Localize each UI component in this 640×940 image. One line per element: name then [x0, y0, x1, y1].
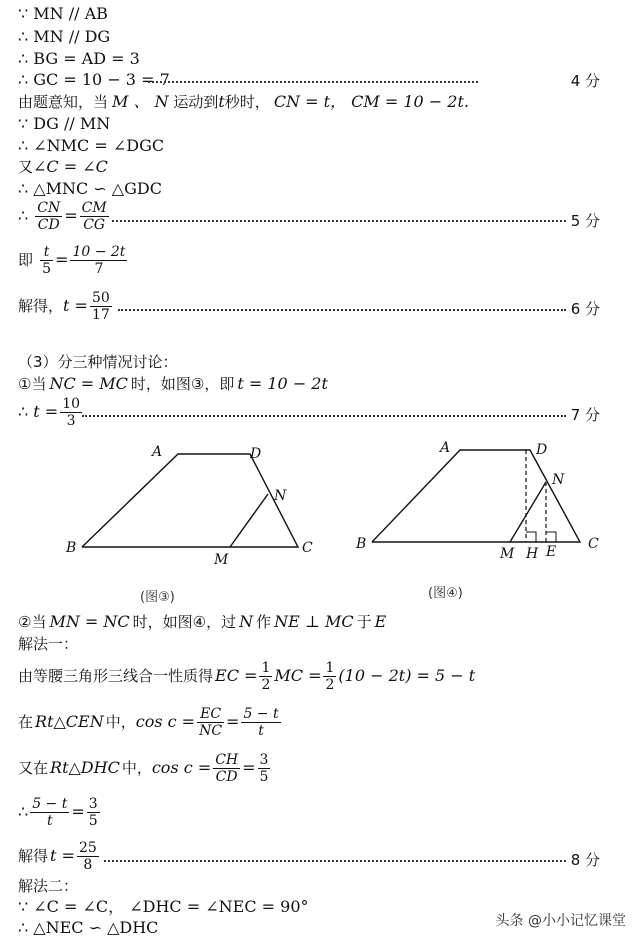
line-similar-mnc-gdc: ∴ △MNC ∽ △GDC [18, 179, 162, 198]
right-angle-e [546, 532, 556, 542]
label-c: C [302, 540, 313, 556]
fraction: $\frac{CM}{CG}$ [81, 200, 107, 233]
line-cos-cen: 在 Rt△CEN 中，cos c = $\frac{EC}{NC}$ = $\frac{5 - t}{t}$ [18, 706, 279, 739]
line-gc: ∴ GC = 10 − 3 = 7 [18, 70, 170, 89]
text-cn: 运动到 [168, 93, 219, 111]
line-t-10-3: ∴ t = $\frac{10}{3}$ [18, 396, 81, 429]
text-cn: 由题意知，当 [18, 93, 109, 111]
label-d: D [536, 442, 548, 458]
label-d: D [250, 446, 262, 462]
score-5: 5 分 [570, 212, 600, 230]
dotted-leader [82, 415, 566, 417]
method-1-heading: 解法一： [18, 635, 79, 653]
label-m: M [214, 552, 229, 568]
line-equation: ∴ $\frac{5 - t}{t}$ = $\frac{3}{5}$ [18, 796, 98, 829]
text-cn: 又 [18, 158, 34, 176]
score-6: 6 分 [570, 300, 600, 318]
label-n: N [274, 488, 287, 504]
line-bg-ad: ∴ BG = AD = 3 [18, 49, 140, 68]
expr-angle-c: ∠C = ∠C [33, 157, 108, 176]
line-mn-parallel-ab: ∵ MN // AB [18, 4, 108, 23]
line-ec-formula: 由等腰三角形三线合一性质得 EC = $\frac{1}{2}$ MC = $\frac{1}{2}$ (10 − 2t) = 5 − t [18, 660, 476, 693]
line-ratio-t5: 即 $\frac{t}{5}$ = $\frac{10 - 2t}{7}$ [18, 244, 126, 277]
line-angle-equal: ∵ ∠C = ∠C， ∠DHC = ∠NEC = 90° [18, 897, 309, 916]
var-mn: M 、 N [112, 92, 169, 111]
label-c: C [588, 536, 599, 552]
line-cos-dhc: 又在 Rt△DHC 中，cos c = $\frac{CH}{CD}$ = $\frac{3}{5}$ [18, 752, 269, 785]
line-similar-nec-dhc: ∴ △NEC ∽ △DHC [18, 918, 159, 937]
label-n: N [552, 472, 565, 488]
expr-cn-cm: CN = t， CM = 10 − 2t. [273, 92, 469, 111]
label-b: B [356, 536, 367, 552]
label-a: A [152, 444, 163, 460]
therefore-symbol: ∴ [18, 206, 29, 225]
fraction: $\frac{25}{8}$ [78, 840, 97, 873]
watermark: 头条 @小小记忆课堂 [495, 913, 626, 929]
label-h: H [526, 546, 539, 562]
line-solve-25-8: 解得 t = $\frac{25}{8}$ [18, 840, 97, 873]
section-heading-3: （3）分三种情况讨论： [18, 353, 178, 371]
segment-mn [510, 482, 546, 542]
dotted-leader [112, 220, 566, 222]
score-4: 4 分 [570, 72, 600, 90]
line-case-2: ②当 MN = NC 时，如图④，过 N 作 NE ⊥ MC 于 E [18, 612, 387, 631]
figure-4-caption: (图④) [428, 586, 463, 601]
figure-3-caption: (图③) [140, 590, 175, 605]
dotted-leader [148, 81, 478, 83]
score-7: 7 分 [570, 406, 600, 424]
dotted-leader [104, 860, 566, 862]
line-angle-nmc: ∴ ∠NMC = ∠DGC [18, 136, 165, 155]
fraction: $\frac{10 - 2t}{7}$ [72, 244, 126, 277]
fraction: $\frac{1}{2}$ [261, 660, 271, 693]
trapezoid-abcd [372, 450, 580, 542]
fraction: $\frac{EC}{NC}$ [199, 706, 223, 739]
segment-mn [230, 494, 268, 547]
var-t: t [218, 92, 225, 111]
text-cn: 解得， [18, 297, 64, 315]
dotted-leader [118, 309, 566, 311]
line-motion-statement [18, 92, 469, 112]
label-m: M [500, 546, 515, 562]
line-ratio-cn-cd: ∴ $\frac{CN}{CD}$ = $\frac{CM}{CG}$ [18, 200, 107, 233]
label-e: E [546, 544, 557, 560]
line-angle-c [18, 157, 108, 177]
line-dg-parallel-mn: ∵ DG // MN [18, 114, 111, 133]
fraction: $\frac{10}{3}$ [62, 396, 81, 429]
fraction: $\frac{CN}{CD}$ [37, 200, 61, 233]
fraction: $\frac{3}{5}$ [88, 796, 98, 829]
text-cn: 即 [18, 251, 34, 269]
fraction: $\frac{t}{5}$ [42, 244, 52, 277]
figure-4-trapezoid [350, 436, 610, 576]
fraction: $\frac{5 - t}{t}$ [32, 796, 68, 829]
text-cn: 秒时， [224, 93, 270, 111]
fraction: $\frac{CH}{CD}$ [215, 752, 239, 785]
right-angle-h [526, 532, 536, 542]
fraction: $\frac{1}{2}$ [325, 660, 335, 693]
trapezoid-abcd [82, 454, 298, 547]
score-8: 8 分 [570, 851, 600, 869]
line-mn-parallel-dg: ∴ MN // DG [18, 27, 111, 46]
fraction: $\frac{50}{17}$ [91, 290, 110, 323]
line-solve-50-17: 解得，t = $\frac{50}{17}$ [18, 290, 110, 323]
label-b: B [66, 540, 77, 556]
label-a: A [440, 440, 451, 456]
figure-3-trapezoid [60, 440, 330, 580]
method-2-heading: 解法二： [18, 877, 79, 895]
fraction: $\frac{3}{5}$ [259, 752, 269, 785]
fraction: $\frac{5 - t}{t}$ [243, 706, 279, 739]
line-case-1: ①当 NC = MC 时，如图③，即 t = 10 − 2t [18, 374, 328, 393]
